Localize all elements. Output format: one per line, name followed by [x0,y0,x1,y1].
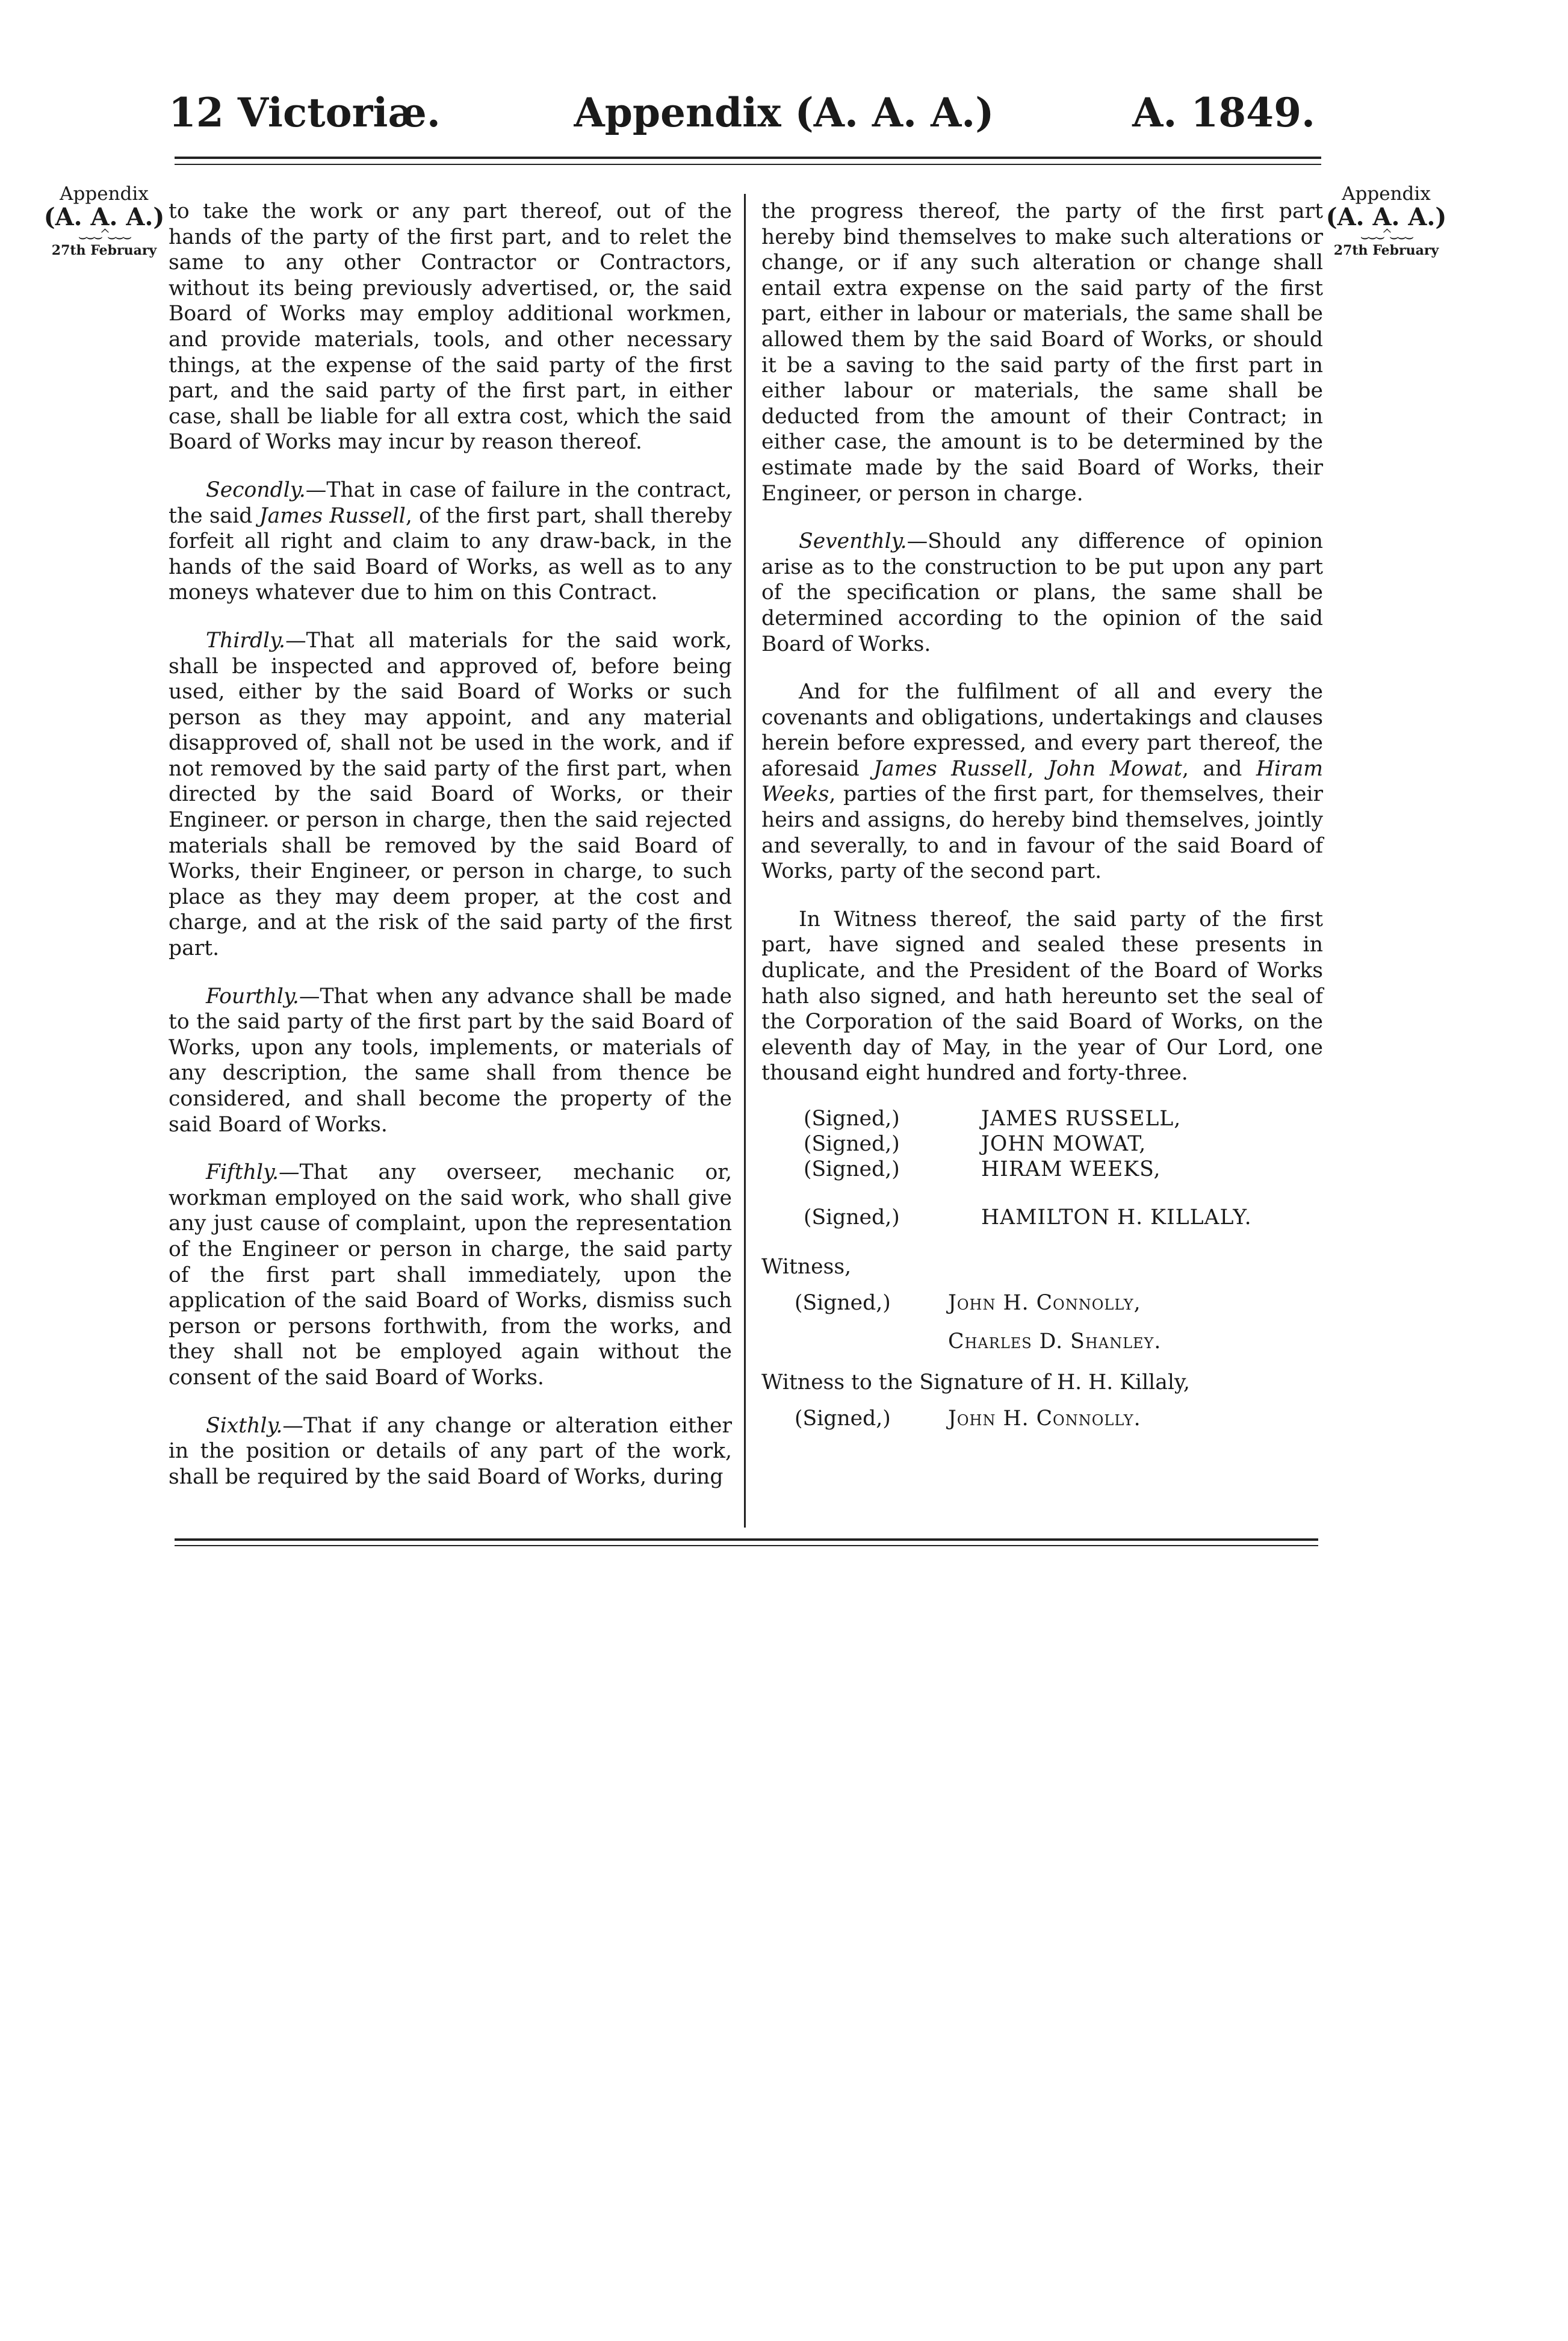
margin-aaa-label: (A. A. A.) [1325,203,1447,231]
signature-block [761,1106,1323,1431]
margin-date-label: 27th February [51,243,157,258]
signature-row [761,1205,1323,1230]
signed-label: (Signed,) [804,1132,900,1156]
signatory-name: HIRAM WEEKS, [981,1157,1161,1181]
paragraph-sixthly: Sixthly.—That if any change or alteration either in the position or details of any part of the work, shall be required by the said Board of Works, during [169,1413,732,1489]
party-name: James Russell [873,756,1027,781]
margin-brace-icon: ⌣⌣⌣⌃⌣⌣⌣ [78,228,131,245]
party-name: Hiram Weeks [761,756,1323,807]
clause-lead: Secondly. [206,477,306,502]
footer-rule-bottom [175,1545,1318,1546]
margin-appendix-label: Appendix [1342,183,1431,205]
paragraph-fifthly: Fifthly.—That any overseer, mechanic or, workman employed on the said work, who shall give any just cause of complaint, upon the representation of the Engineer or person in charge, the said party of the first part shall immediately, upon the application of the said Board of Works, dismiss such person or persons forthwith, from the works, and they shall not be employed again without the consent of the said Board of Works. [169,1160,732,1390]
margin-brace-icon: ⌣⌣⌣⌃⌣⌣⌣ [1360,228,1413,245]
margin-aaa-label: (A. A. A.) [43,203,165,231]
clause-lead: Fourthly. [206,984,299,1009]
witness-row [761,1290,1323,1316]
footer-rule-top [175,1538,1318,1541]
header-rule-top [175,157,1321,159]
right-column [761,199,1323,1431]
signed-label: (Signed,) [795,1407,891,1431]
signed-label: (Signed,) [804,1205,900,1230]
paragraph-continued: to take the work or any part thereof, out of the hands of the party of the first part, and to relet the same to any other Contractor or Contractors, without its being previously advertised, or, the said Board of Works may employ additional workmen, and provide materials, tools, and other necessary things, at the expense of the said party of the first part, and the said party of the first part, in either case, shall be liable for all extra cost, which the said Board of Works may incur by reason thereof. [169,199,732,455]
paragraph-continued: the progress thereof, the party of the first part hereby bind themselves to make such alterations or change, or if any such alteration or change shall entail extra expense on the said party of the first part, either in labour or materials, the same shall be allowed them by the said Board of Works, or should it be a saving to the said party of the first part in either labour or materials, the same shall be deducted from the amount of their Contract; in either case, the amount is to be determined by the estimate made by the said Board of Works, their Engineer, or person in charge. [761,199,1323,506]
header-title: Appendix (A. A. A.) [574,89,994,136]
paragraph-thirdly: Thirdly.—That all materials for the said work, shall be inspected and approved of, before being used, either by the said Board of Works or such person as they may appoint, and any material disapproved of, shall not be used in the work, and if not removed by the said party of the first part, when directed by the said Board of Works, or their Engineer. or person in charge, then the said rejected materials shall be removed by the said Board of Works, their Engineer, or person in charge, to such place as they may deem proper, at the cost and charge, and at the risk of the said party of the first part. [169,628,732,961]
margin-note-left [41,184,167,258]
paragraph-fourthly: Fourthly.—That when any advance shall be made to the said party of the first part by the said Board of Works, upon any tools, implements, or materials of any description, the same shall from thence be considered, and shall become the property of the said Board of Works. [169,984,732,1137]
signatory-name: HAMILTON H. KILLALY. [981,1205,1252,1230]
clause-lead: Fifthly. [206,1160,279,1185]
signatory-name: JOHN MOWAT, [981,1132,1147,1156]
header-rule-bottom [175,164,1321,165]
witness-name: John H. Connolly. [948,1407,1141,1431]
witness-to-signature-label: Witness to the Signature of H. H. Killaly, [761,1370,1190,1394]
header-year: A. 1849. [1132,89,1315,136]
party-name: John Mowat [1047,756,1182,781]
witness-name: Charles D. Shanley. [948,1329,1162,1354]
paragraph-fulfilment: And for the fulfilment of all and every the covenants and obligations, undertakings and clauses herein before expressed, and every part thereof, the aforesaid James Russell, John Mowat, and Hiram Weeks, parties of the first part, for themselves, their heirs and assigns, do hereby bind themselves, jointly and severally, to and in favour of the said Board of Works, party of the second part. [761,680,1323,884]
signature-row [761,1106,1323,1131]
paragraph-seventhly: Seventhly.—Should any difference of opinion arise as to the construction to be put upon any part of the specification or plans, the same shall be determined according to the opinion of the said Board of Works. [761,529,1323,656]
paragraph-secondly: Secondly.—That in case of failure in the contract, the said James Russell, of the first part, shall thereby forfeit all right and claim to any draw-back, in the hands of the said Board of Works, as well as to any moneys whatever due to him on this Contract. [169,477,733,605]
witness-row [761,1329,1323,1354]
signatory-name: JAMES RUSSELL, [981,1107,1182,1131]
signed-label: (Signed,) [804,1157,900,1181]
witness-label: Witness, [761,1255,852,1279]
signed-label: (Signed,) [804,1107,900,1131]
signature-row [761,1131,1323,1157]
header-session: 12 Victoriæ. [169,89,441,136]
paragraph-in-witness: In Witness thereof, the said party of the first part, have signed and sealed these presents in duplicate, and the President of the Board of Works hath also signed, and hath hereunto set the seal of the Corporation of the said Board of Works, on the eleventh day of May, in the year of Our Lord, one thousand eight hundred and forty-three. [761,907,1323,1086]
signature-row [761,1157,1323,1182]
clause-lead: Thirdly. [206,628,286,653]
witness-row [761,1406,1323,1431]
margin-note-right [1323,184,1449,258]
clause-lead: Seventhly. [799,529,907,554]
margin-appendix-label: Appendix [60,183,149,205]
left-column [169,199,732,1512]
margin-date-label: 27th February [1333,243,1439,258]
clause-lead: Sixthly. [206,1413,283,1438]
signed-label: (Signed,) [795,1291,891,1315]
party-name: James Russell [259,503,406,528]
column-divider [744,194,746,1528]
witness-name: John H. Connolly, [948,1291,1141,1315]
